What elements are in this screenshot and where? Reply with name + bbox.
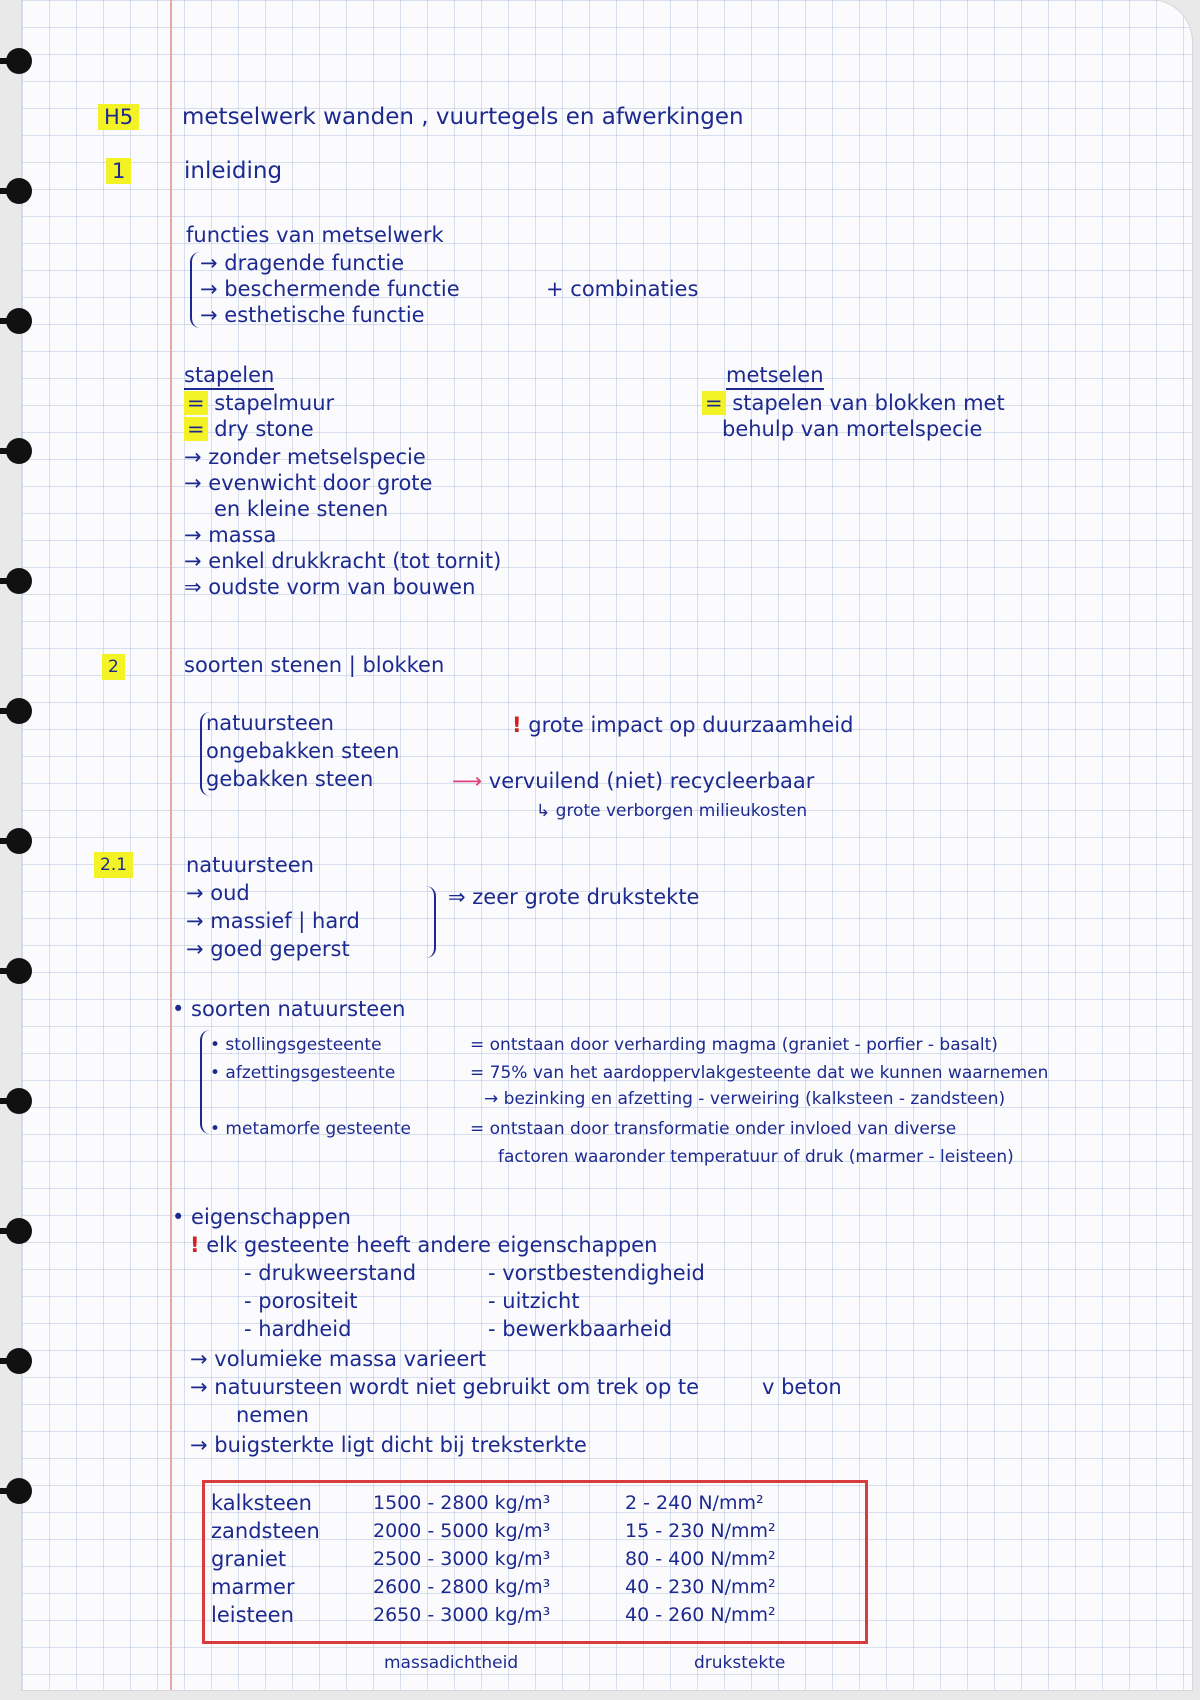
eigenschappen-note: elk gesteente heeft andere eigenschappen (206, 1233, 658, 1257)
eigenschappen-title: • eigenschappen (172, 1205, 351, 1229)
gesteente-desc: = ontstaan door verharding magma (graniet - porfier - basalt) (470, 1035, 998, 1055)
table-col-names (211, 1489, 320, 1629)
section-number: 2.1 (94, 852, 133, 878)
table-cell-name: leisteen (211, 1603, 294, 1627)
function-item: → dragende functie (200, 251, 405, 275)
section-title: inleiding (184, 158, 283, 184)
stapelen-eq: stapelmuur (214, 391, 335, 415)
table-col-density (373, 1489, 550, 1629)
punch-hole-icon (0, 1348, 34, 1374)
property-note: → buigsterkte ligt dicht bij treksterkte (190, 1433, 587, 1457)
impact-arrow-note: vervuilend (niet) recycleerbaar (488, 769, 815, 793)
property-item: - hardheid (244, 1317, 352, 1341)
stapelen-line: → enkel drukkracht (tot tornit) (184, 549, 502, 573)
function-item: → esthetische functie (200, 303, 425, 327)
functions-title: functies van metselwerk (186, 223, 444, 247)
table-col-strength (625, 1489, 776, 1629)
impact-arrow-note: ↳ grote verborgen milieukosten (536, 801, 808, 821)
equals-marker: = (184, 391, 208, 415)
stapelen-title: stapelen (184, 362, 274, 390)
property-item: - bewerkbaarheid (488, 1317, 673, 1341)
table-cell-density: 2600 - 2800 kg/m³ (373, 1576, 551, 1598)
page-title: metselwerk wanden , vuurtegels en afwerkingen (182, 104, 744, 130)
punch-hole-icon (0, 308, 34, 334)
property-item: - drukweerstand (244, 1261, 417, 1285)
table-cell-density: 1500 - 2800 kg/m³ (373, 1492, 551, 1514)
table-cell-strength: 40 - 260 N/mm² (625, 1604, 776, 1626)
punch-hole-icon (0, 568, 34, 594)
stapelen-line: ⇒ oudste vorm van bouwen (184, 575, 476, 599)
natuursteen-result: ⇒ zeer grote drukstekte (448, 885, 700, 909)
metselen-line: stapelen van blokken met (732, 391, 1005, 415)
metselen-line: behulp van mortelspecie (722, 417, 983, 441)
equals-marker: = (184, 417, 208, 441)
table-cell-density: 2500 - 3000 kg/m³ (373, 1548, 551, 1570)
stone-type: ongebakken steen (206, 739, 400, 763)
punch-hole-icon (0, 438, 34, 464)
section-number: 2 (102, 654, 125, 680)
gesteente-name: • stollingsgesteente (210, 1035, 382, 1055)
gesteente-desc: → bezinking en afzetting - verweiring (kalksteen - zandsteen) (484, 1089, 1006, 1109)
natuursteen-item: → massief | hard (186, 909, 360, 933)
punch-hole-icon (0, 178, 34, 204)
warning-icon: ! (190, 1233, 200, 1257)
natuursteen-item: → oud (186, 881, 250, 905)
stapelen-eq: dry stone (214, 417, 314, 441)
punch-hole-icon (0, 828, 34, 854)
punch-hole-icon (0, 958, 34, 984)
table-cell-strength: 40 - 230 N/mm² (625, 1576, 776, 1598)
stapelen-line: → zonder metselspecie (184, 445, 426, 469)
table-cell-name: zandsteen (211, 1519, 320, 1543)
property-note: → volumieke massa varieert (190, 1347, 487, 1371)
property-item: - vorstbestendigheid (488, 1261, 705, 1285)
punch-hole-icon (0, 698, 34, 724)
stapelen-line: → massa (184, 523, 277, 547)
stapelen-line: en kleine stenen (214, 497, 389, 521)
property-item: - uitzicht (488, 1289, 580, 1313)
section-number: 1 (106, 158, 131, 184)
function-item: → beschermende functie (200, 277, 460, 301)
table-cell-strength: 2 - 240 N/mm² (625, 1492, 764, 1514)
property-note: nemen (236, 1403, 309, 1427)
table-cell-name: marmer (211, 1575, 295, 1599)
table-cell-strength: 80 - 400 N/mm² (625, 1548, 776, 1570)
natuursteen-item: → goed geperst (186, 937, 350, 961)
gesteente-desc: = 75% van het aardoppervlakgesteente dat we kunnen waarnemen (470, 1063, 1049, 1083)
punch-hole-icon (0, 1088, 34, 1114)
section-title: natuursteen (186, 853, 314, 877)
notebook-page (22, 0, 1192, 1690)
table-footer-density: massadichtheid (384, 1653, 519, 1673)
table-cell-strength: 15 - 230 N/mm² (625, 1520, 776, 1542)
gesteente-name: • metamorfe gesteente (210, 1119, 411, 1139)
soorten-title: • soorten natuursteen (172, 997, 406, 1021)
property-item: - porositeit (244, 1289, 358, 1313)
stone-type: gebakken steen (206, 767, 374, 791)
section-title: soorten stenen | blokken (184, 653, 445, 677)
table-cell-name: graniet (211, 1547, 287, 1571)
stone-properties-table (202, 1480, 868, 1644)
stapelen-line: → evenwicht door grote (184, 471, 433, 495)
gesteente-desc: factoren waaronder temperatuur of druk (marmer - leisteen) (498, 1147, 1014, 1167)
punch-hole-icon (0, 48, 34, 74)
stone-type: natuursteen (206, 711, 334, 735)
margin-line (170, 0, 172, 1690)
punch-hole-icon (0, 1218, 34, 1244)
metselen-title: metselen (726, 362, 824, 390)
impact-note: grote impact op duurzaamheid (528, 713, 854, 737)
beton-note: v beton (762, 1375, 842, 1399)
property-note: → natuursteen wordt niet gebruikt om trek op te (190, 1375, 700, 1399)
brace (424, 886, 436, 958)
warning-icon: ! (512, 713, 522, 737)
gesteente-desc: = ontstaan door transformatie onder invloed van diverse (470, 1119, 957, 1139)
punch-hole-icon (0, 1478, 34, 1504)
equals-marker: = (702, 391, 726, 415)
arrow-icon: ⟶ (452, 769, 483, 793)
table-cell-density: 2650 - 3000 kg/m³ (373, 1604, 551, 1626)
table-footer-strength: drukstekte (694, 1653, 786, 1673)
table-cell-density: 2000 - 5000 kg/m³ (373, 1520, 551, 1542)
table-cell-name: kalksteen (211, 1491, 312, 1515)
chapter-number: H5 (98, 104, 139, 130)
combinations-note: + combinaties (546, 277, 699, 301)
gesteente-name: • afzettingsgesteente (210, 1063, 396, 1083)
